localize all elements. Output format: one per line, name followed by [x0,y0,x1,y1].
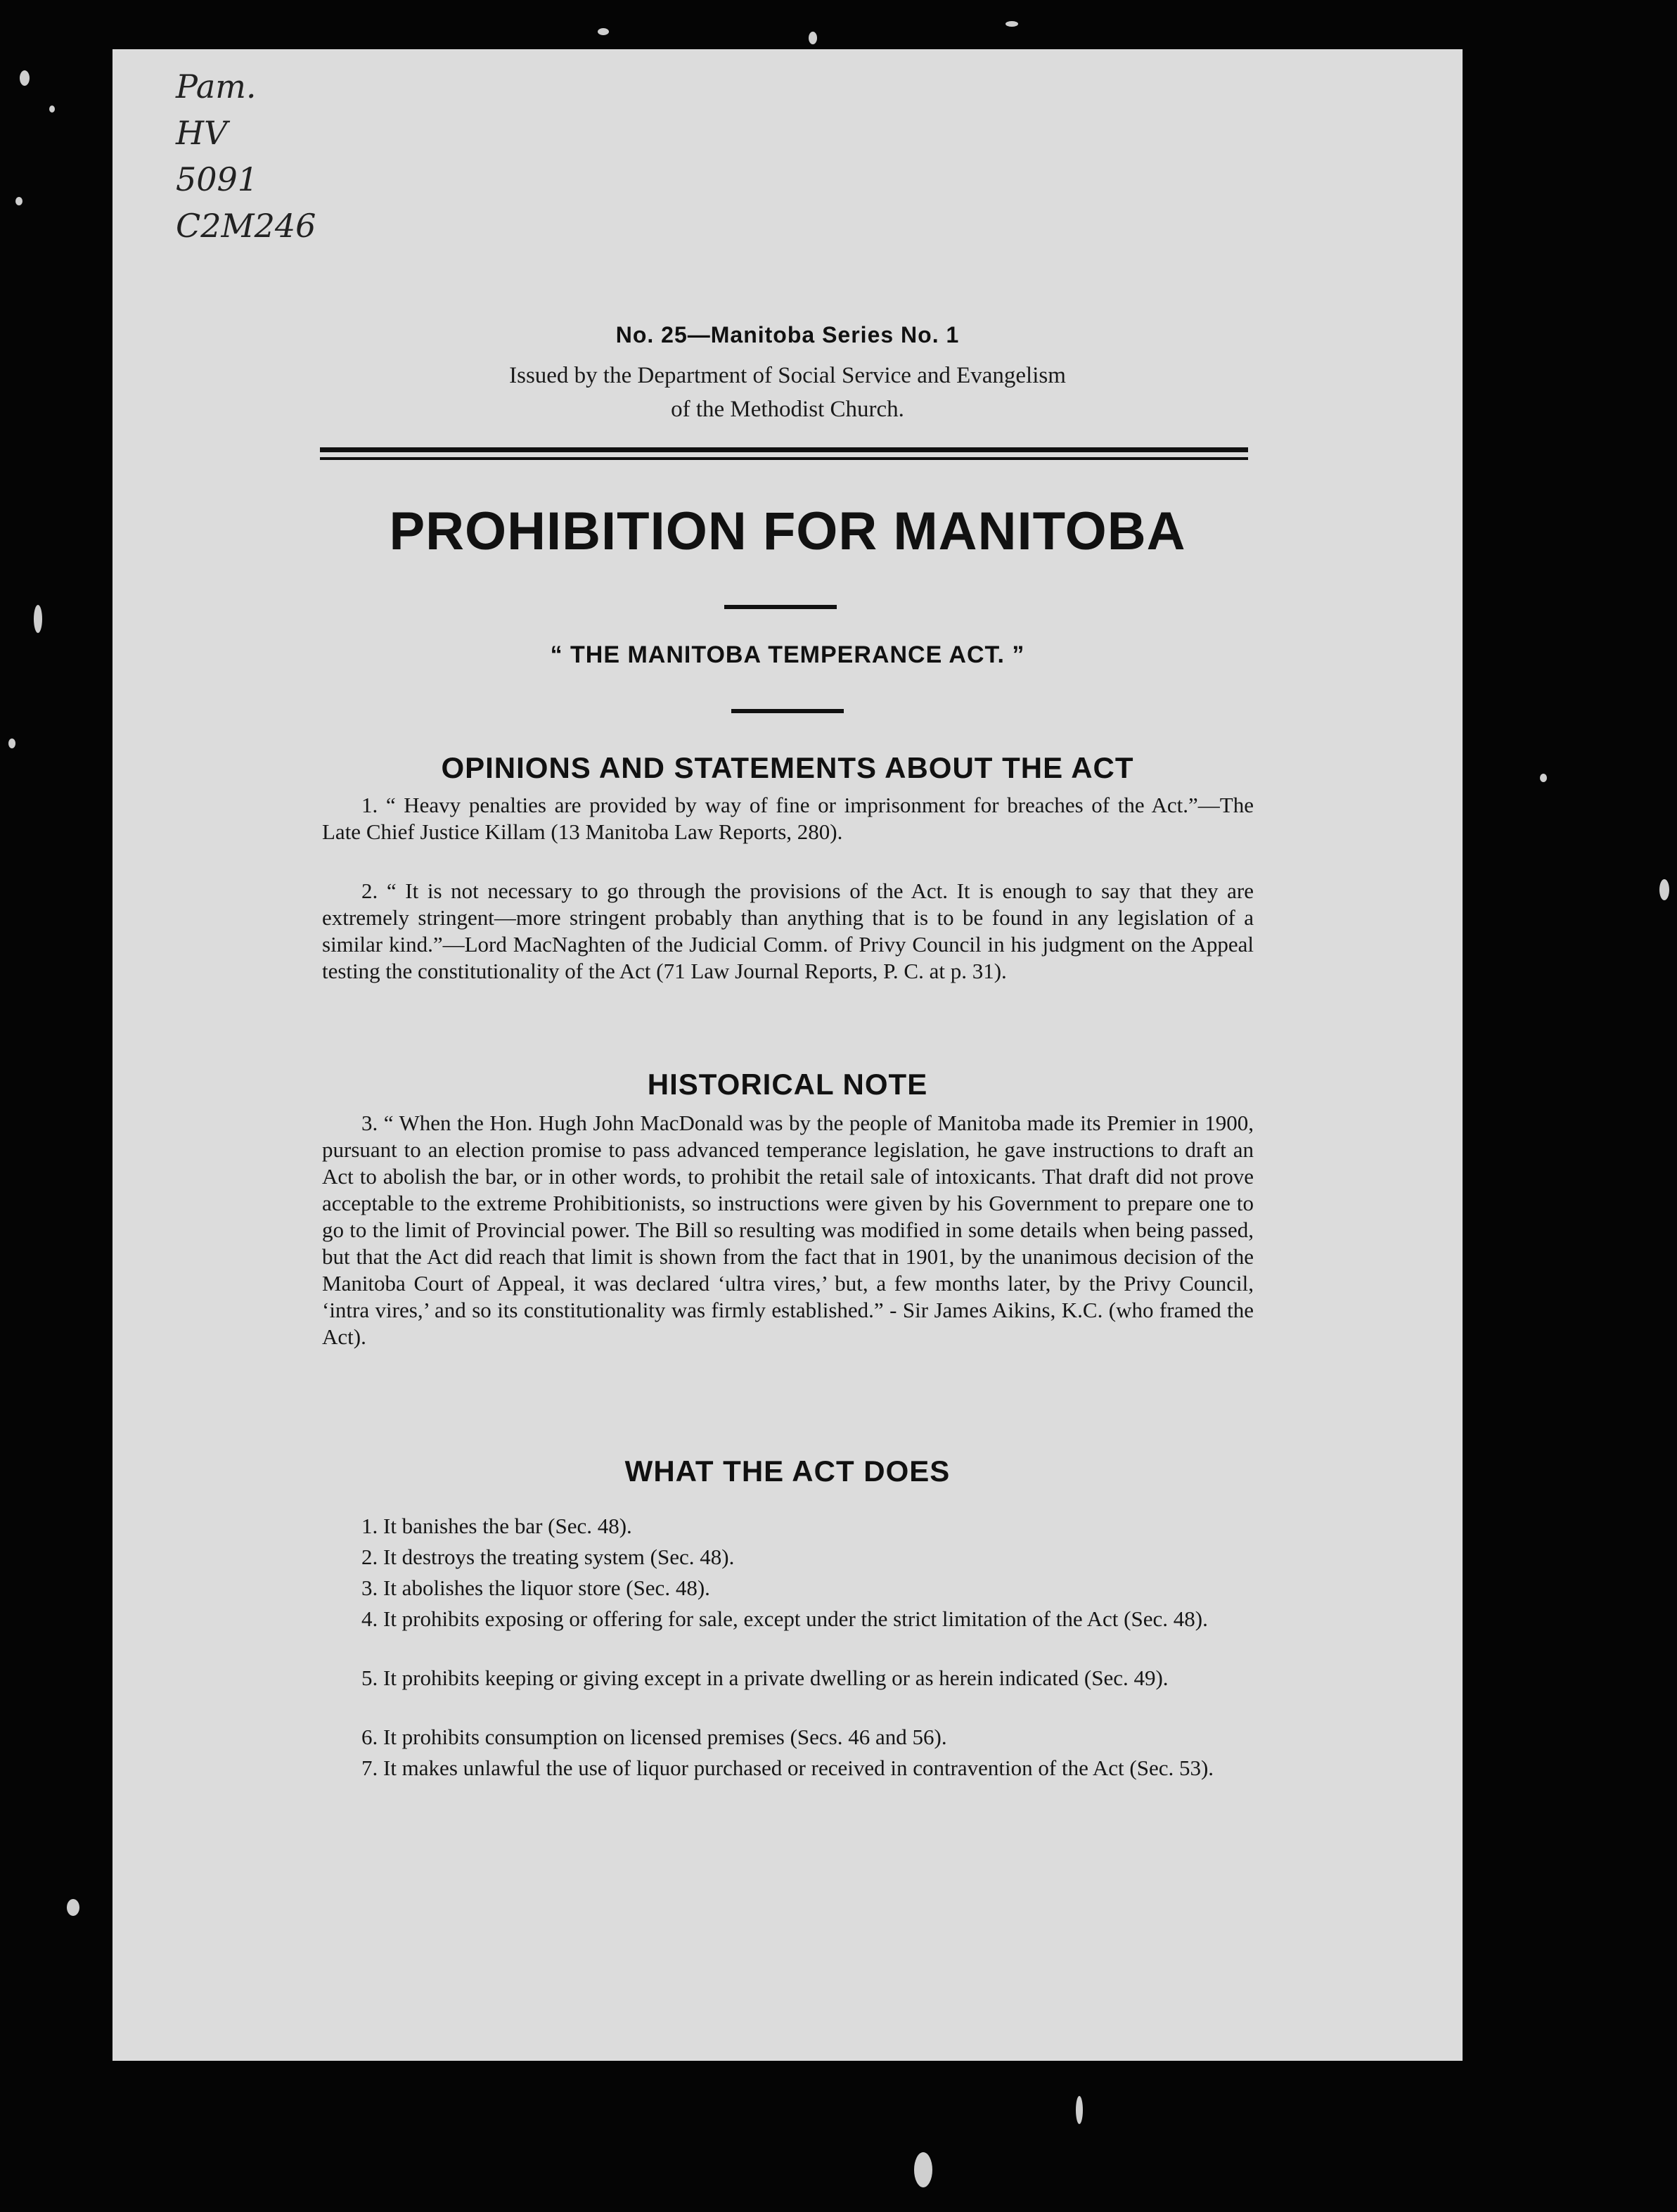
call-number-line: Pam. [176,68,257,106]
scan-speck [1005,21,1018,27]
double-rule-top [320,447,1248,452]
document-title: PROHIBITION FOR MANITOBA [389,501,1186,561]
act-provision-item: 7. It makes unlawful the use of liquor purchased or received in contravention of the Act (Sec. 53). [361,1756,1214,1780]
issuer-line: of the Methodist Church. [671,397,904,422]
document-subtitle: “ THE MANITOBA TEMPERANCE ACT. ” [550,641,1025,668]
handwritten-call-number [176,63,387,249]
act-does-heading: WHAT THE ACT DOES [624,1455,951,1488]
scan-speck [15,197,23,205]
scan-speck [34,605,42,633]
act-provision-item: 5. It prohibits keeping or giving except in a private dwelling or as herein indicated (Sec. 49). [361,1666,1169,1690]
act-provision-item: 6. It prohibits consumption on licensed premises (Secs. 46 and 56). [361,1725,947,1749]
call-number-line: 5091 [176,160,259,198]
scan-speck [67,1899,79,1916]
scan-speck [1540,774,1547,782]
scan-speck [914,2152,932,2187]
double-rule-bottom [320,457,1248,460]
title-divider [724,605,837,609]
series-number: No. 25—Manitoba Series No. 1 [615,322,960,347]
issuer-statement [323,359,1252,426]
opinions-heading: OPINIONS AND STATEMENTS ABOUT THE ACT [441,751,1134,784]
subtitle-divider [731,709,844,713]
call-number-line: HV [176,114,228,152]
act-provision-item: 1. It banishes the bar (Sec. 48). [361,1514,632,1538]
historical-paragraph: 3. “ When the Hon. Hugh John MacDonald was by the people of Manitoba made its Premier in 1900, pursuant to an election promise to pass advanced temperance legislation, he gave instructions to draft an Act to abolish the bar, or in other words, to prohibit the retail sale of intoxicants. That draft did not prove acceptable to the extreme Prohibitionists, so instructions were given by his Government to prepare one to go to the limit of Provincial power. The Bill so resulting was modified in some details when being passed, but that the Act did reach that limit is shown from the fact that in 1901, by the unanimous decision of the Manitoba Court of Appeal, it was declared ‘ultra vires,’ but, a few months later, by the Privy Council, ‘intra vires,’ and so its constitutionality was firmly established.” - Sir James Aikins, K.C. (who framed the Act). [322,1111,1254,1349]
scan-speck [49,106,55,113]
scan-speck [8,739,15,748]
call-number-line: C2M246 [176,207,316,245]
document-page [113,49,1463,2061]
scan-speck [20,70,30,86]
act-provision-item: 4. It prohibits exposing or offering for sale, except under the strict limitation of the Act (Sec. 48). [361,1606,1208,1631]
scan-speck [1076,2096,1083,2124]
opinion-paragraph: 2. “ It is not necessary to go through the provisions of the Act. It is enough to say that they are extremely stringent—more stringent probably than anything that is to be found in any legislation of a similar kind.”—Lord MacNaghten of the Judicial Comm. of Privy Council in his judgment on the Appeal testing the constitutionality of the Act (71 Law Journal Reports, P. C. at p. 31). [322,878,1254,983]
scan-speck [1659,879,1669,900]
act-provision-item: 2. It destroys the treating system (Sec. 48). [361,1545,735,1569]
scan-speck [598,28,609,35]
opinion-paragraph: 1. “ Heavy penalties are provided by way of fine or imprisonment for breaches of the Act.”—The Late Chief Justice Killam (13 Manitoba Law Reports, 280). [322,793,1254,844]
historical-heading: HISTORICAL NOTE [647,1068,928,1101]
scan-speck [809,32,817,44]
act-provision-item: 3. It abolishes the liquor store (Sec. 48). [361,1575,710,1600]
issuer-line: Issued by the Department of Social Service and Evangelism [509,363,1066,388]
